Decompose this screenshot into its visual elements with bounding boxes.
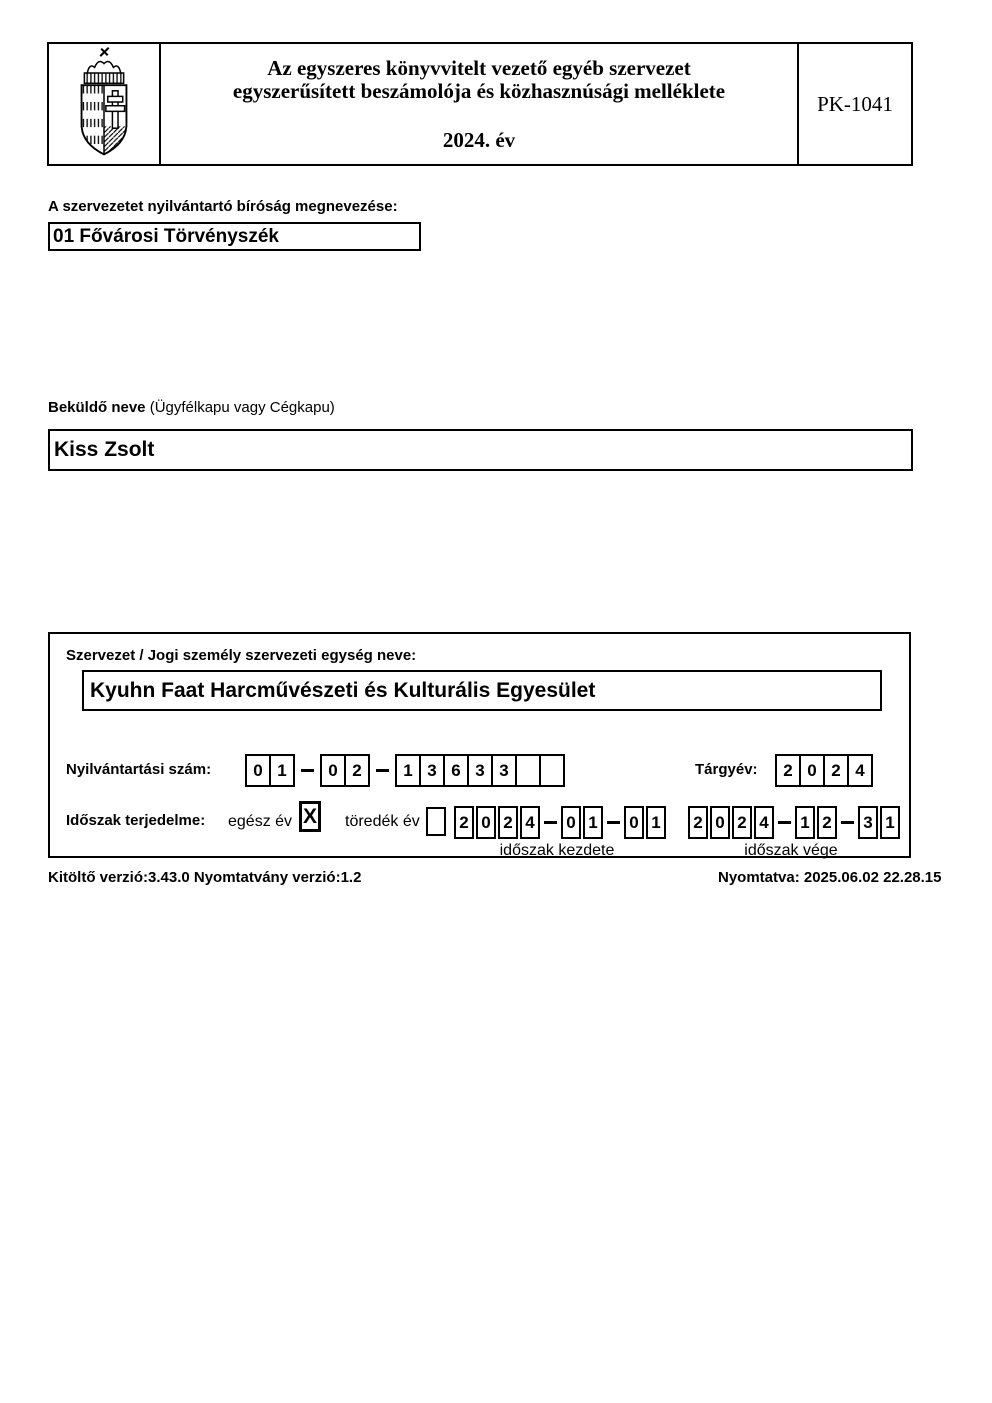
digit-cell[interactable]: 1 xyxy=(646,806,666,839)
digit-cell[interactable]: 6 xyxy=(443,754,469,787)
digit-cell[interactable]: 0 xyxy=(710,806,730,839)
registration-label: Nyilvántartási szám: xyxy=(66,761,212,778)
digit-cell[interactable]: 2 xyxy=(688,806,708,839)
dash-separator xyxy=(607,821,620,824)
period-start-group xyxy=(454,806,668,839)
digit-cell[interactable]: 2 xyxy=(775,754,801,787)
registration-digit-row xyxy=(245,754,565,787)
form-title-cell xyxy=(161,44,799,164)
dash-separator xyxy=(544,821,557,824)
footer-printed-text: Nyomtatva: 2025.06.02 22.28.15 xyxy=(718,869,942,886)
digit-cell[interactable]: 0 xyxy=(624,806,644,839)
sender-label-main: Beküldő neve xyxy=(48,399,146,416)
digit-cell[interactable]: 2 xyxy=(344,754,370,787)
target-year-label: Tárgyév: xyxy=(695,761,758,778)
crest-cell xyxy=(49,44,161,164)
digit-cell[interactable]: 3 xyxy=(467,754,493,787)
sender-label xyxy=(48,399,335,416)
digit-cell[interactable]: 3 xyxy=(491,754,517,787)
footer-version-text: Kitöltő verzió:3.43.0 Nyomtatvány verzió:1.2 xyxy=(48,869,362,886)
digit-cell[interactable]: 3 xyxy=(858,806,878,839)
organization-name-box[interactable]: Kyuhn Faat Harcművészeti és Kulturális Egyesület xyxy=(82,670,882,711)
sender-value-box[interactable]: Kiss Zsolt xyxy=(48,429,913,471)
digit-cell[interactable]: 0 xyxy=(476,806,496,839)
digit-cell[interactable]: 4 xyxy=(754,806,774,839)
partial-year-label: töredék év xyxy=(345,813,420,830)
court-value-box[interactable]: 01 Fővárosi Törvényszék xyxy=(48,222,421,251)
hungarian-coat-of-arms-icon xyxy=(66,44,142,165)
digit-cell[interactable]: 2 xyxy=(498,806,518,839)
digit-cell[interactable]: 1 xyxy=(795,806,815,839)
organization-section-box xyxy=(48,632,911,858)
dash-separator xyxy=(841,821,854,824)
registration-group-1 xyxy=(245,754,295,787)
digit-cell[interactable]: 2 xyxy=(732,806,752,839)
digit-cell[interactable]: 0 xyxy=(799,754,825,787)
digit-cell[interactable]: 1 xyxy=(269,754,295,787)
digit-cell[interactable]: 1 xyxy=(880,806,900,839)
digit-cell[interactable]: 0 xyxy=(561,806,581,839)
period-label: Időszak terjedelme: xyxy=(66,812,206,829)
full-year-label: egész év xyxy=(228,813,293,830)
partial-year-checkbox[interactable] xyxy=(426,807,446,836)
sender-label-hint: (Ügyfélkapu vagy Cégkapu) xyxy=(149,399,335,416)
target-year-group xyxy=(775,754,873,787)
digit-cell[interactable]: 2 xyxy=(817,806,837,839)
full-year-checkbox[interactable]: X xyxy=(299,801,321,832)
form-title-line2: egyszerűsített beszámolója és közhasznúsági melléklete xyxy=(232,79,726,103)
dash-separator xyxy=(778,821,791,824)
registration-group-3 xyxy=(395,754,565,787)
digit-cell[interactable]: 4 xyxy=(520,806,540,839)
digit-cell[interactable] xyxy=(515,754,541,787)
period-end-caption: időszak vége xyxy=(744,842,838,859)
digit-cell[interactable]: 2 xyxy=(454,806,474,839)
form-year: 2024. év xyxy=(442,128,516,152)
registration-group-2 xyxy=(320,754,370,787)
court-label: A szervezetet nyilvántartó bíróság megnevezése: xyxy=(48,198,398,215)
digit-cell[interactable]: 4 xyxy=(847,754,873,787)
digit-cell[interactable]: 1 xyxy=(583,806,603,839)
period-start-caption: időszak kezdete xyxy=(499,842,615,859)
form-code: PK-1041 xyxy=(817,91,893,116)
digit-cell[interactable] xyxy=(539,754,565,787)
form-title-line1: Az egyszeres könyvvitelt vezető egyéb szervezet xyxy=(267,56,691,80)
form-header xyxy=(47,42,913,166)
digit-cell[interactable]: 3 xyxy=(419,754,445,787)
dash-separator xyxy=(376,769,389,772)
digit-cell[interactable]: 0 xyxy=(245,754,271,787)
digit-cell[interactable]: 2 xyxy=(823,754,849,787)
digit-cell[interactable]: 1 xyxy=(395,754,421,787)
dash-separator xyxy=(301,769,314,772)
period-end-group xyxy=(688,806,902,839)
digit-cell[interactable]: 0 xyxy=(320,754,346,787)
organization-label: Szervezet / Jogi személy szervezeti egység neve: xyxy=(66,647,417,664)
